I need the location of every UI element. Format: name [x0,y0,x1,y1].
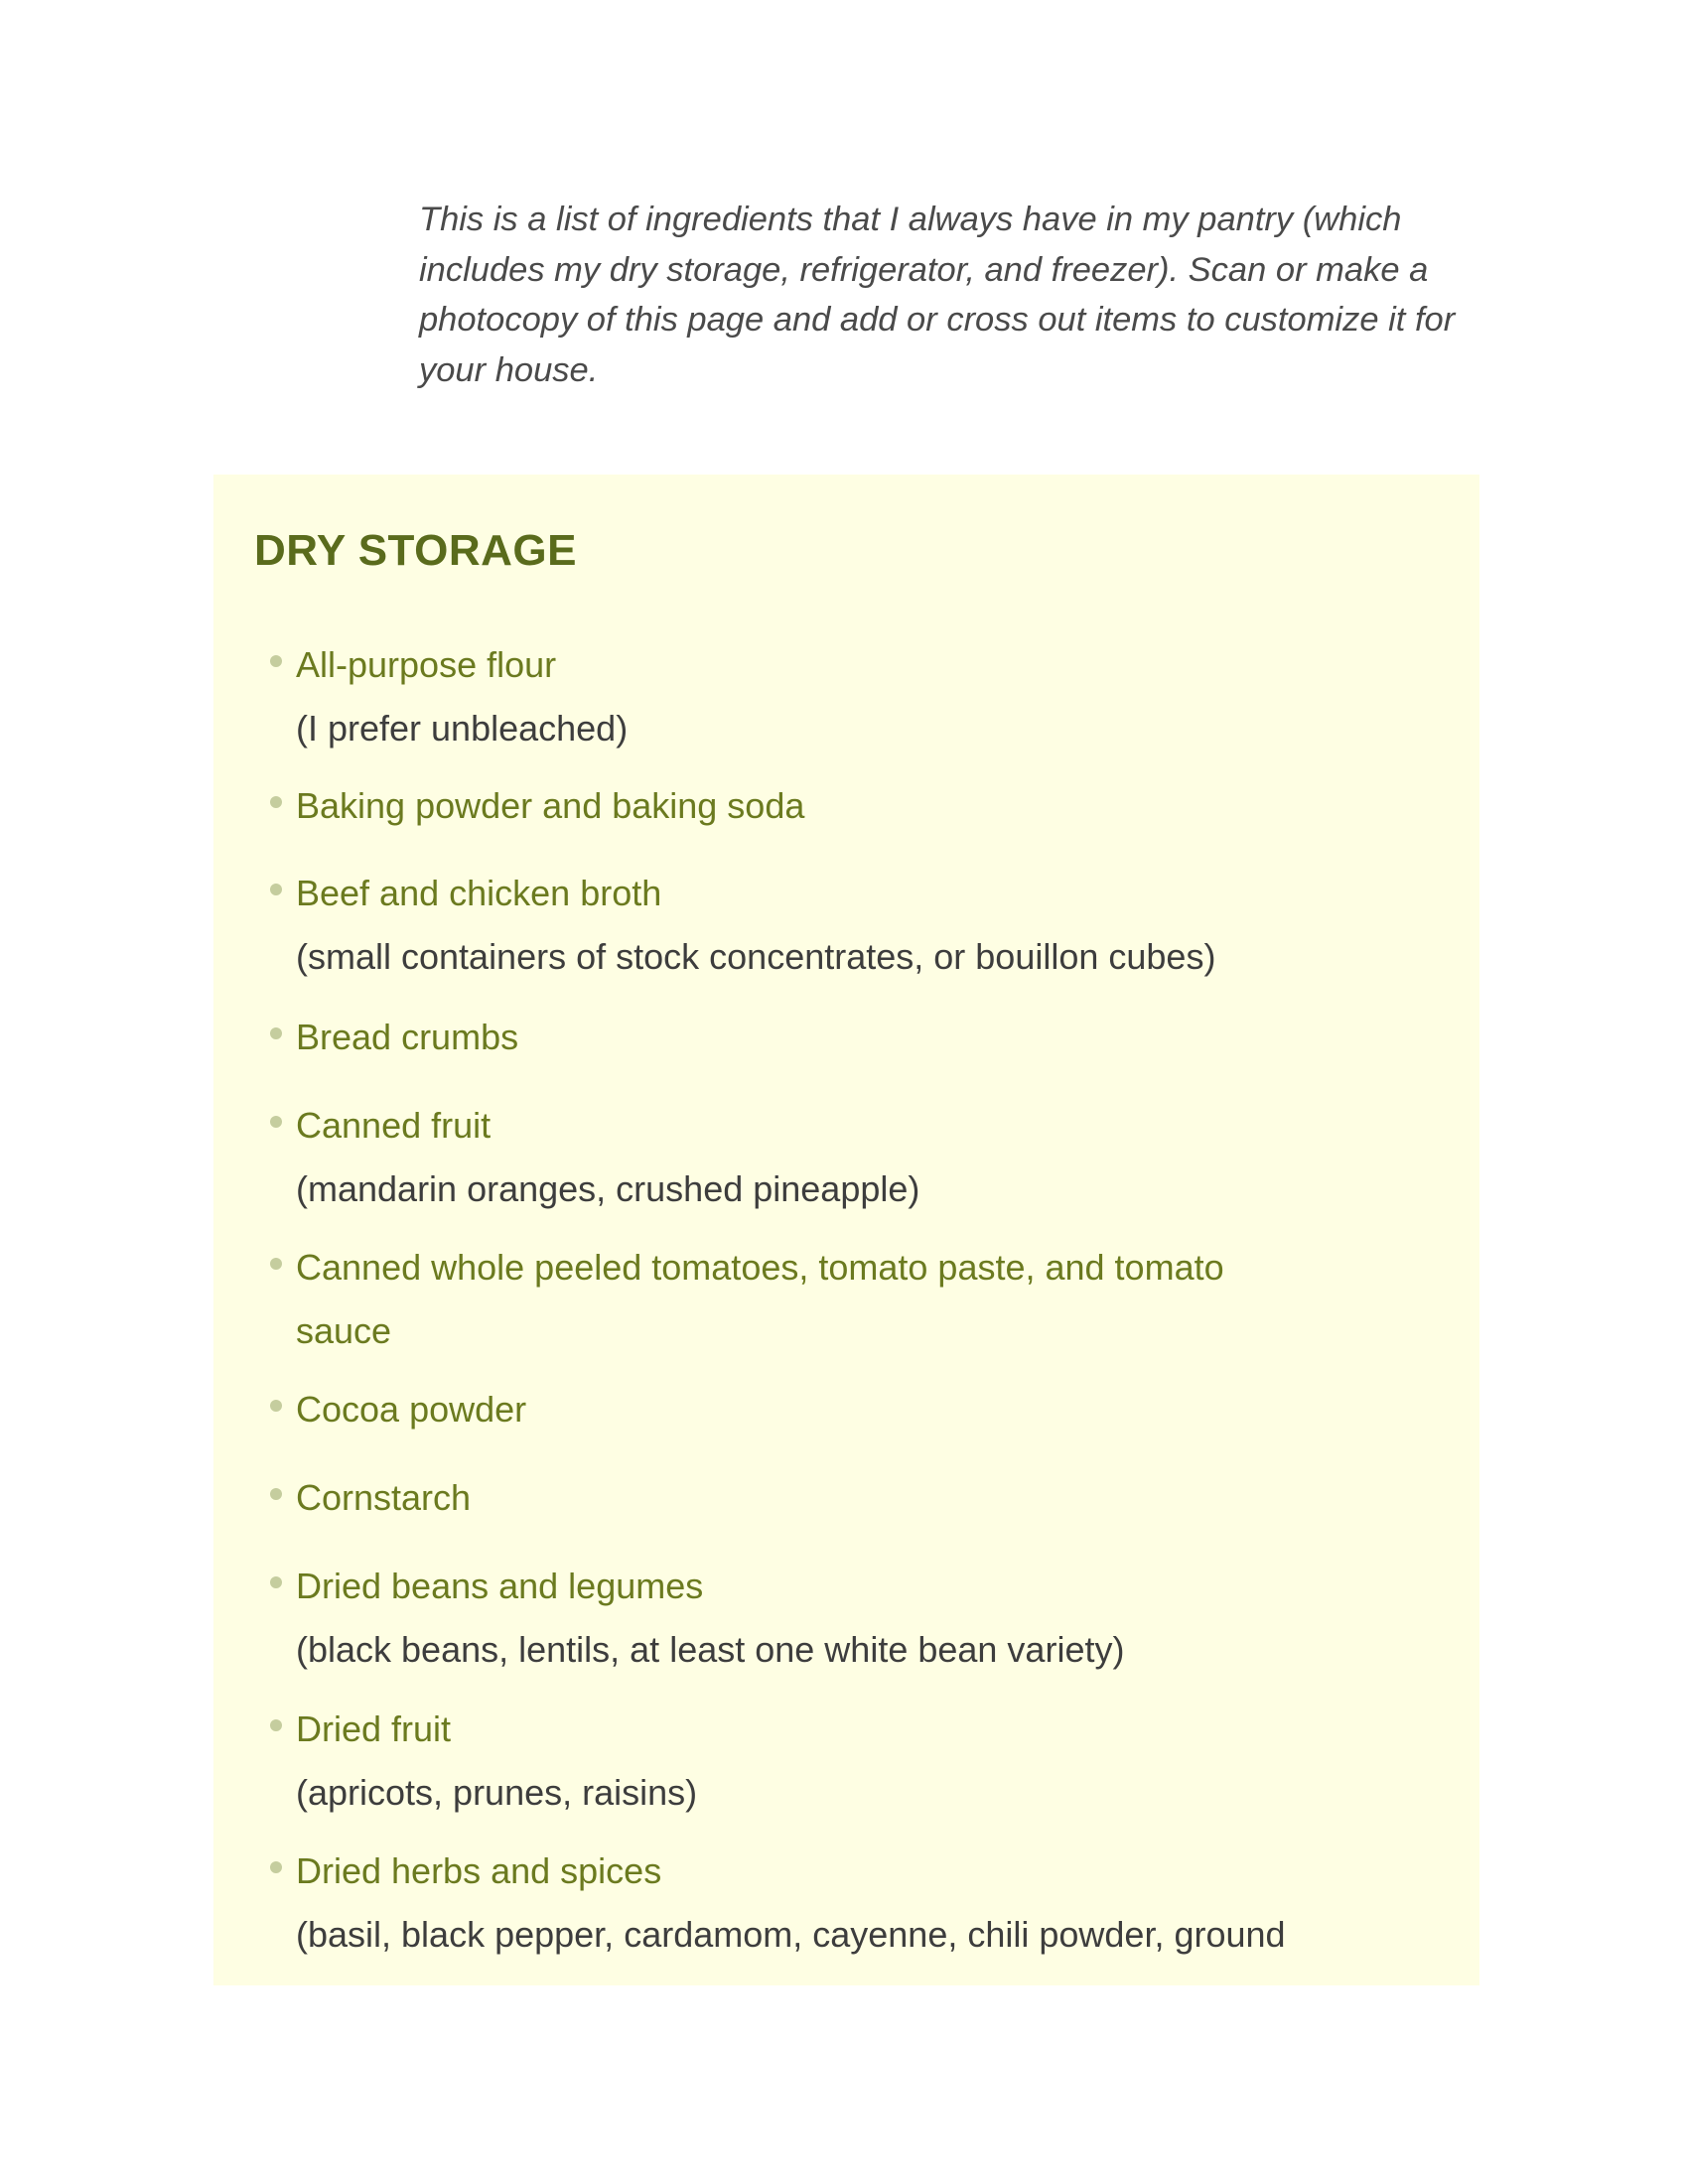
item-name: Baking powder and baking soda [296,785,805,826]
list-item [296,1094,1438,1221]
list-item [296,1466,1438,1530]
list-item [296,1236,1438,1363]
item-name: Cornstarch [296,1477,472,1518]
item-note: (mandarin oranges, crushed pineapple) [296,1168,920,1209]
bullet-icon [270,1488,282,1500]
item-note: (black beans, lentils, at least one white bean variety) [296,1629,1125,1670]
list-item [296,1840,1438,1967]
item-note: (small containers of stock concentrates, or bouillon cubes) [296,936,1216,977]
item-name: All-purpose flour [296,644,557,685]
bullet-icon [270,1400,282,1412]
item-name: Dried herbs and spices [296,1850,662,1891]
bullet-icon [270,1719,282,1731]
item-name: Bread crumbs [296,1017,519,1057]
list-item [296,862,1438,989]
list-item [296,1698,1438,1825]
bullet-icon [270,1116,282,1128]
list-item [296,633,1438,760]
ingredient-list [213,475,1479,1985]
bullet-icon [270,1576,282,1588]
item-name: Beef and chicken broth [296,873,662,913]
list-item [296,1378,1438,1441]
item-name: Canned whole peeled tomatoes, tomato paste, and tomato sauce [296,1247,1224,1351]
bullet-icon [270,1258,282,1270]
item-note: (apricots, prunes, raisins) [296,1772,698,1813]
intro-text: This is a list of ingredients that I always have in my pantry (which includes my dry storage, refrigerator, and freezer). Scan or make a photocopy of this page and add or cross out items to customize it for your house. [419,201,1456,389]
bullet-icon [270,884,282,895]
item-name: Cocoa powder [296,1389,527,1430]
item-note: (basil, black pepper, cardamom, cayenne, chili powder, ground [296,1914,1286,1955]
list-item [296,1006,1438,1069]
item-note: (I prefer unbleached) [296,708,629,749]
bullet-icon [270,1027,282,1039]
item-name: Canned fruit [296,1105,492,1146]
dry-storage-panel [213,475,1479,1985]
item-name: Dried fruit [296,1708,452,1749]
list-item [296,774,1438,838]
bullet-icon [270,655,282,667]
section-heading: DRY STORAGE [254,526,577,575]
list-item [296,1555,1438,1682]
bullet-icon [270,1861,282,1873]
item-name: Dried beans and legumes [296,1566,704,1606]
bullet-icon [270,796,282,808]
